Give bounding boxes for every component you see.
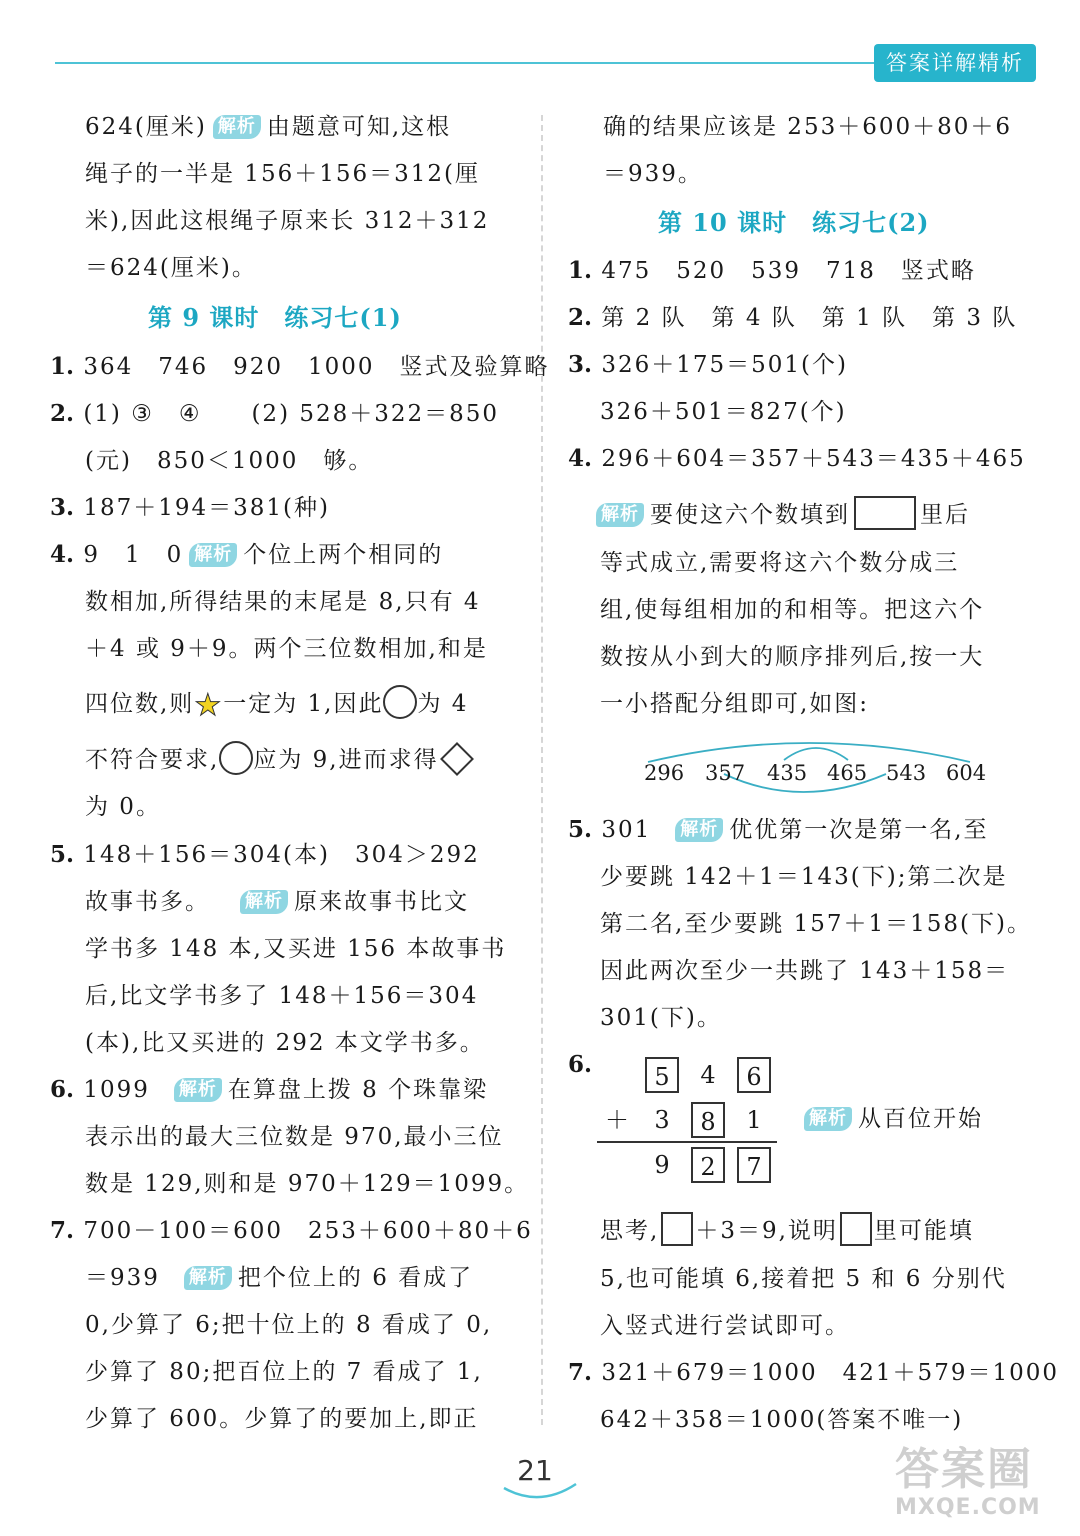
analysis-text: 由题意可知,这根 [266,114,452,140]
question-1 [50,352,550,382]
left-line: (本),比又买进的 292 本文学书多。 [85,1030,485,1056]
analysis-text: 思考, [600,1218,660,1244]
right-line: 因此两次至少一共跳了 143＋158＝ [600,958,1010,984]
question-number: 4. [50,541,75,568]
question-number: 5. [50,841,75,868]
question-7 [50,1216,533,1246]
left-line: 表示出的最大三位数是 970,最小三位 [85,1124,504,1150]
number-label: 465 [827,761,868,785]
answer-text: 1099 [83,1077,150,1103]
right-line: 等式成立,需要将这六个数分成三 [600,550,960,576]
left-line: ＝624(厘米)。 [85,255,257,281]
left-line: 米),因此这根绳子原来长 312＋312 [85,208,490,234]
blank-box [854,496,916,530]
answer-text: ＝939 [85,1265,160,1291]
answer-text: 第 2 队 第 4 队 第 1 队 第 3 队 [601,305,1018,331]
page-number: 21 [517,1454,553,1487]
analysis-badge: 解析 [804,1107,852,1131]
number-label: 543 [886,761,927,785]
question-number: 1. [568,257,593,284]
question-number: 6. [50,1076,75,1103]
analysis-badge: 解析 [213,115,261,139]
right-line [600,1212,974,1246]
right-line: 第二名,至少要跳 157＋1＝158(下)。 [600,911,1033,937]
digit-box: 5 [645,1057,679,1093]
analysis-text: 里后 [920,502,970,528]
header-rule [55,62,880,64]
left-line: 0,少算了 6;把十位上的 8 看成了 0, [85,1312,493,1338]
right-line: 组,使每组相加的和相等。把这六个 [600,597,985,623]
digit-box: 6 [737,1057,771,1093]
analysis-text: 应为 9,进而求得 [253,747,439,773]
blank-box [661,1212,693,1246]
answer-text: 187＋194＝381(种) [83,495,330,521]
number-label: 357 [705,761,746,785]
question-number: 1. [50,353,75,380]
question-5 [568,815,989,845]
digit-box: 2 [691,1147,725,1183]
watermark-url: MXQE.COM [895,1495,1041,1520]
analysis-text: 个位上两个相同的 [243,542,444,568]
plus-sign: ＋ [605,1106,629,1134]
digit: 1 [746,1106,762,1134]
digit-box: 8 [691,1102,725,1138]
column-divider [541,115,543,1425]
section-title-lesson-10: 第 10 课时 练习七(2) [658,208,930,237]
analysis-text: 原来故事书比文 [294,889,469,915]
watermark [895,1445,1070,1530]
analysis-text: 在算盘上拨 8 个珠靠梁 [227,1077,489,1103]
sum-line [597,1141,777,1143]
answer-text: 296＋604＝357＋543＝435＋465 [601,446,1026,472]
digit: 3 [654,1106,670,1134]
left-line: 数相加,所得结果的末尾是 8,只有 4 [85,589,481,615]
analysis-text: 为 4 [417,691,469,717]
section-title-lesson-9: 第 9 课时 练习七(1) [148,303,402,332]
question-5 [50,840,480,870]
answer-text: 9 1 0 [83,542,184,568]
question-2 [568,303,1017,333]
right-line [596,496,970,530]
right-line: 642＋358＝1000(答案不唯一) [600,1407,964,1433]
question-number: 5. [568,816,593,843]
left-line: 绳子的一半是 156＋156＝312(厘 [85,161,480,187]
number-label: 296 [644,761,685,785]
question-6 [568,1050,592,1080]
question-number: 3. [50,494,75,521]
answer-text: 321＋679＝1000 421＋579＝1000 [601,1360,1059,1386]
analysis-badge: 解析 [675,818,723,842]
right-line: 少要跳 142＋1＝143(下);第二次是 [600,864,1008,890]
analysis-badge: 解析 [174,1078,222,1102]
question-2 [50,399,499,429]
question-1 [568,256,976,286]
diamond-icon [440,742,474,776]
analysis-text: ＋3＝9,说明 [695,1218,838,1244]
answer-text: 475 520 539 718 竖式略 [601,258,976,284]
right-line: 入竖式进行尝试即可。 [600,1313,850,1339]
analysis-badge: 解析 [184,1266,232,1290]
question-number: 3. [568,351,593,378]
star-icon: ★ [194,688,224,723]
left-line [85,887,469,917]
left-line [85,741,475,775]
right-line: 数按从小到大的顺序排列后,按一大 [600,644,985,670]
question-7 [568,1358,1059,1388]
answer-text: 故事书多。 [85,889,210,915]
analysis-text: 四位数,则 [85,691,195,717]
arc-435-465 [784,748,848,760]
right-line: 301(下)。 [600,1005,722,1031]
question-3 [50,493,330,523]
answer-text: 326＋175＝501(个) [601,352,848,378]
question-6 [50,1075,488,1105]
analysis-text: 不符合要求, [85,747,220,773]
right-line: 326＋501＝827(个) [600,399,847,425]
left-line: 少算了 600。少算了的要加上,即正 [85,1406,479,1432]
circle-icon [219,741,253,775]
question-number: 7. [50,1217,75,1244]
right-line: ＝939。 [603,161,703,187]
blank-box [840,1212,872,1246]
arc-296-604 [648,743,970,762]
answer-text: (1) ③ ④ (2) 528＋322＝850 [83,401,500,427]
answer-text: 364 746 920 1000 竖式及验算略 [83,354,550,380]
right-line: 确的结果应该是 253＋600＋80＋6 [603,114,1013,140]
question-number: 6. [568,1051,593,1078]
left-line [85,112,451,142]
watermark-text: 答案圈 [895,1444,1033,1495]
analysis-text: 里可能填 [873,1218,974,1244]
question-number: 4. [568,445,593,472]
left-line: (元) 850＜1000 够。 [85,448,374,474]
left-line [85,685,468,721]
number-label: 604 [946,761,987,785]
left-line: 为 0。 [85,794,161,820]
question-number: 2. [568,304,593,331]
left-line: 后,比文学书多了 148＋156＝304 [85,983,479,1009]
right-line [804,1104,983,1134]
digit: 4 [700,1061,716,1089]
analysis-text: 要使这六个数填到 [650,502,850,528]
right-line: 一小搭配分组即可,如图: [600,691,870,717]
analysis-text: 从百位开始 [858,1106,983,1132]
left-line [85,1263,473,1293]
question-3 [568,350,848,380]
left-line: 学书多 148 本,又买进 156 本故事书 [85,936,507,962]
answer-text: 624(厘米) [85,114,207,140]
header-tab: 答案详解精析 [874,44,1036,82]
circle-icon [383,685,417,719]
question-number: 2. [50,400,75,427]
left-line: 少算了 80;把百位上的 7 看成了 1, [85,1359,483,1385]
analysis-badge: 解析 [596,503,644,527]
digit-box: 7 [737,1147,771,1183]
analysis-badge: 解析 [240,890,288,914]
digit: 9 [654,1151,670,1179]
left-line: 数是 129,则和是 970＋129＝1099。 [85,1171,530,1197]
analysis-text: 优优第一次是第一名,至 [729,817,989,843]
left-line: ＋4 或 9＋9。两个三位数相加,和是 [85,636,488,662]
analysis-badge: 解析 [189,543,237,567]
question-number: 7. [568,1359,593,1386]
number-label: 435 [767,761,808,785]
answer-text: 700－100＝600 253＋600＋80＋6 [83,1218,533,1244]
analysis-text: 一定为 1,因此 [223,691,384,717]
question-4 [568,444,1026,474]
right-line: 5,也可能填 6,接着把 5 和 6 分别代 [600,1266,1007,1292]
answer-text: 148＋156＝304(本) 304＞292 [83,842,480,868]
page-number-swoosh-icon [500,1480,580,1504]
question-4 [50,540,443,570]
answer-text: 301 [601,817,652,843]
analysis-text: 把个位上的 6 看成了 [237,1265,474,1291]
